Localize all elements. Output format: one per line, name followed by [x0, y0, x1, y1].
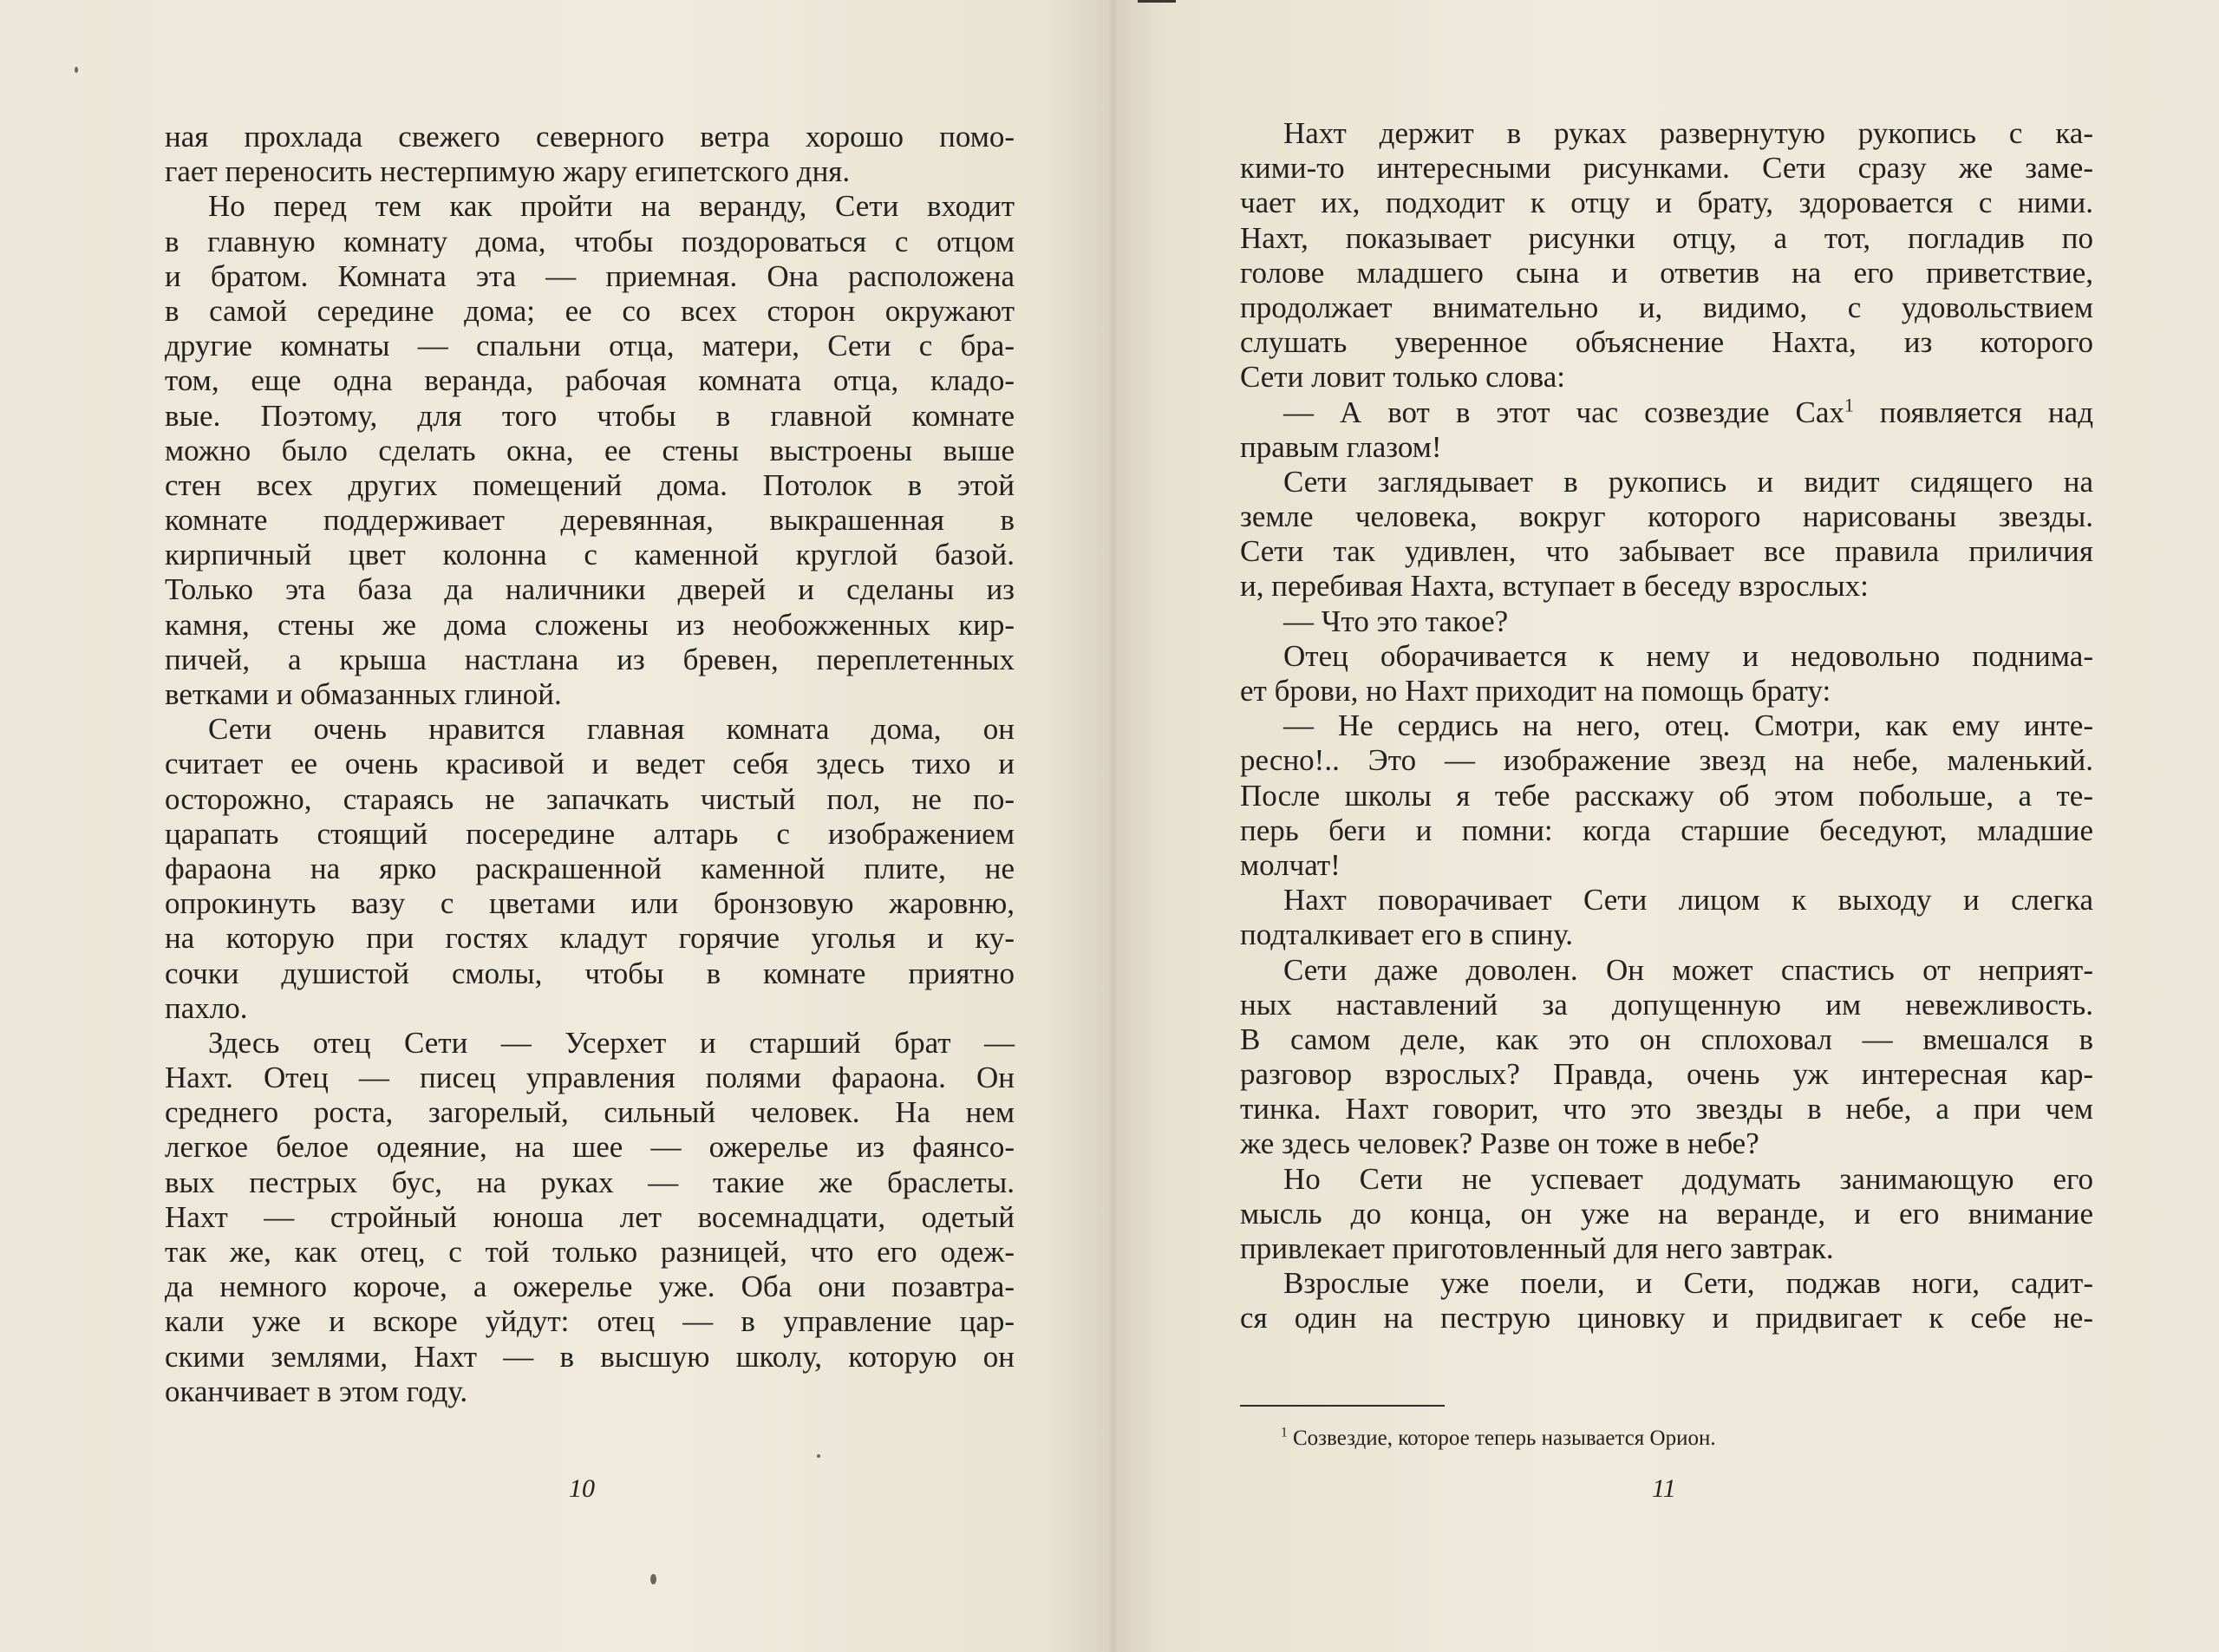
- right-page-text: [1240, 116, 2093, 1336]
- text-line: царапать стоящий посередине алтарь с изображением: [165, 816, 1015, 851]
- text-line: Сети ловит только слова:: [1240, 360, 1565, 395]
- text-line: слушать уверенное объяснение Нахта, из которого: [1240, 325, 2093, 360]
- text-line: же здесь человек? Разве он тоже в небе?: [1240, 1126, 1759, 1161]
- paper-speck: [817, 1454, 820, 1458]
- text-line: ресно!.. Это — изображение звезд на небе, маленький.: [1240, 743, 2093, 778]
- text-line: ных наставлений за допущенную им невежливость.: [1240, 987, 2093, 1022]
- text-line: на которую при гостях кладут горячие уголья и ку-: [165, 921, 1015, 956]
- footnote-text: Созвездие, которое теперь называется Орион.: [1293, 1427, 1716, 1450]
- text-line: разговор взрослых? Правда, очень уж интересная кар-: [1240, 1057, 2093, 1092]
- text-line: пичей, а крыша настлана из бревен, переплетенных: [165, 642, 1015, 676]
- text-line: Сети заглядывает в рукопись и видит сидящего на: [1283, 464, 2093, 499]
- gutter-mark: [1138, 0, 1176, 3]
- text-line: в главную комнату дома, чтобы поздороваться с отцом: [165, 224, 1015, 258]
- text-line: вые. Поэтому, для того чтобы в главной комнате: [165, 398, 1015, 433]
- text-line: сочки душистой смолы, чтобы в комнате приятно: [165, 956, 1015, 990]
- text-line: считает ее очень красивой и ведет себя здесь тихо и: [165, 747, 1015, 781]
- text-line: можно было сделать окна, ее стены выстроены выше: [165, 433, 1015, 467]
- page-number-right: 11: [1652, 1474, 1676, 1503]
- text-line: пахло.: [165, 990, 248, 1025]
- text-line: оканчивает в этом году.: [165, 1374, 468, 1408]
- text-line: — Что это такое?: [1283, 604, 1509, 638]
- text-line: ная прохлада свежего северного ветра хорошо помо-: [165, 120, 1015, 153]
- text-line-with-footnote: [1240, 395, 2093, 430]
- text-line: Сети очень нравится главная комната дома, он: [208, 712, 1015, 747]
- text-line: кали уже и вскоре уйдут: отец — в управление цар-: [165, 1304, 1015, 1339]
- book-gutter: [1107, 0, 1119, 1652]
- text-line: мысль до конца, он уже на веранде, и его внимание: [1240, 1196, 2093, 1231]
- text-line: В самом деле, как это он сплоховал — вмешался в: [1240, 1022, 2093, 1056]
- text-line: и братом. Комната эта — приемная. Она расположена: [165, 258, 1015, 293]
- text-line: так же, как отец, с той только разницей, что его одеж-: [165, 1235, 1015, 1269]
- text-line: ся один на пеструю циновку и придвигает к себе не-: [1240, 1301, 2093, 1335]
- text-line: Нахт поворачивает Сети лицом к выходу и слегка: [1283, 883, 2093, 917]
- text-line: перь беги и помни: когда старшие беседуют, младшие: [1240, 813, 2093, 847]
- text-line: Только эта база да наличники дверей и сделаны из: [165, 572, 1015, 607]
- text-line: в самой середине дома; ее со всех сторон окружают: [165, 293, 1015, 328]
- text-line: скими землями, Нахт — в высшую школу, которую он: [165, 1339, 1015, 1374]
- text-line: После школы я тебе расскажу об этом побольше, а те-: [1240, 778, 2093, 813]
- text-line: кими-то интересными рисунками. Сети сразу же заме-: [1240, 151, 2093, 186]
- text-line: продолжает внимательно и, видимо, с удовольствием: [1240, 290, 2093, 324]
- footnote-marker: 1: [1281, 1425, 1288, 1440]
- paper-speck: [650, 1574, 656, 1584]
- text-line: Нахт. Отец — писец управления полями фараона. Он: [165, 1061, 1015, 1095]
- text-line: — Не сердись на него, отец. Смотри, как ему инте-: [1283, 708, 2093, 743]
- text-line: камня, стены же дома сложены из необожженных кир-: [165, 607, 1015, 642]
- text-line: фараона на ярко раскрашенной каменной плите, не: [165, 851, 1015, 885]
- text-line: подталкивает его в спину.: [1240, 917, 1573, 952]
- text-line: кирпичный цвет колонна с каменной круглой базой.: [165, 538, 1015, 572]
- text-line: осторожно, стараясь не запачкать чистый пол, не по-: [165, 781, 1015, 816]
- text-line: Нахт, показывает рисунки отцу, а тот, погладив по: [1240, 220, 2093, 255]
- text-line: легкое белое одеяние, на шее — ожерелье из фаянсо-: [165, 1130, 1015, 1165]
- footnote-rule: [1240, 1405, 1445, 1407]
- text-line: и, перебивая Нахта, вступает в беседу взрослых:: [1240, 569, 1869, 604]
- text-line: Взрослые уже поели, и Сети, поджав ноги, садит-: [1283, 1266, 2093, 1301]
- text-line: том, еще одна веранда, рабочая комната отца, кладо-: [165, 363, 1015, 398]
- text-line: комнате поддерживает деревянная, выкрашенная в: [165, 503, 1015, 538]
- text-line: Сети даже доволен. Он может спастись от неприят-: [1283, 952, 2093, 987]
- text-line: вых пестрых бус, на руках — такие же браслеты.: [165, 1165, 1015, 1199]
- paper-speck: [75, 67, 78, 73]
- text-line: Отец оборачивается к нему и недовольно поднима-: [1283, 638, 2093, 673]
- text-line: тинка. Нахт говорит, что это звезды в небе, а при чем: [1240, 1092, 2093, 1126]
- text-line: опрокинуть вазу с цветами или бронзовую жаровню,: [165, 886, 1015, 921]
- text-line-part: появляется над: [1879, 395, 2093, 429]
- text-line: Нахт держит в руках развернутую рукопись с ка-: [1283, 116, 2093, 150]
- text-line: ветками и обмазанных глиной.: [165, 677, 562, 711]
- text-line-part: — А вот в этот час созвездие Сах: [1283, 395, 1844, 429]
- text-line: голове младшего сына и ответив на его приветствие,: [1240, 255, 2093, 290]
- text-line: Сети так удивлен, что забывает все правила приличия: [1240, 534, 2093, 569]
- text-line: Здесь отец Сети — Усерхет и старший брат —: [208, 1025, 1015, 1060]
- text-line: среднего роста, загорелый, сильный человек. На нем: [165, 1095, 1015, 1130]
- footnote: [1281, 1426, 1716, 1452]
- page-number-left: 10: [569, 1474, 595, 1503]
- text-line: другие комнаты — спальни отца, матери, Сети с бра-: [165, 329, 1015, 363]
- text-line: Но перед тем как пройти на веранду, Сети входит: [208, 189, 1015, 224]
- left-page-text: [165, 120, 1015, 1409]
- text-line: Но Сети не успевает додумать занимающую его: [1283, 1161, 2093, 1196]
- text-line: ет брови, но Нахт приходит на помощь брату:: [1240, 674, 1831, 708]
- text-line: земле человека, вокруг которого нарисованы звезды.: [1240, 500, 2093, 534]
- text-line: да немного короче, а ожерелье уже. Оба они позавтра-: [165, 1270, 1015, 1304]
- text-line: привлекает приготовленный для него завтрак.: [1240, 1231, 1834, 1265]
- text-line: Нахт — стройный юноша лет восемнадцати, одетый: [165, 1199, 1015, 1234]
- text-line: молчат!: [1240, 847, 1341, 882]
- text-line: правым глазом!: [1240, 429, 1442, 464]
- text-line: гает переносить нестерпимую жару египетского дня.: [165, 154, 851, 189]
- text-line: чает их, подходит к отцу и брату, здоровается с ними.: [1240, 186, 2093, 220]
- footnote-reference: 1: [1844, 394, 1854, 415]
- text-line: стен всех других помещений дома. Потолок в этой: [165, 467, 1015, 502]
